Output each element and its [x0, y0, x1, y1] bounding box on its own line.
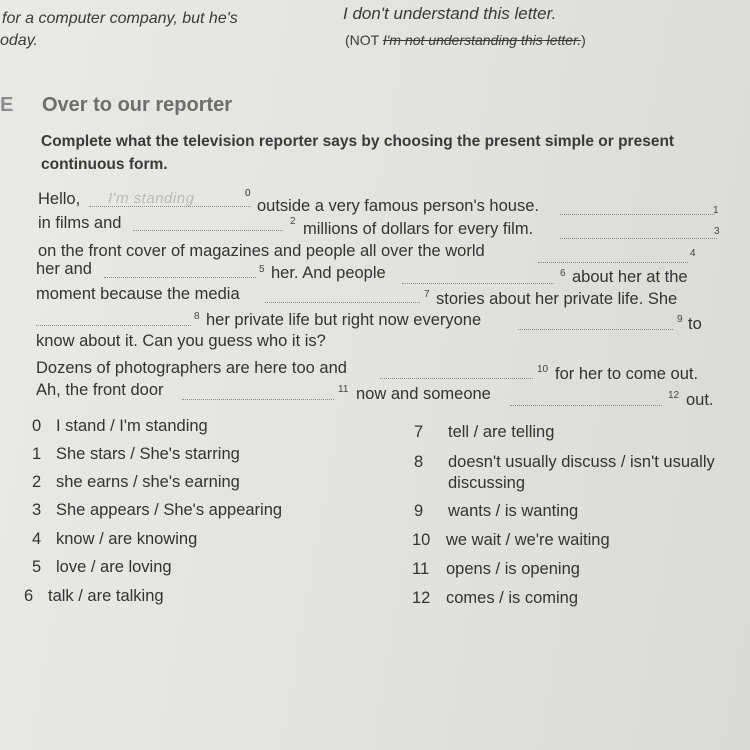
option-left-0: 0 I stand / I'm standing — [32, 417, 208, 435]
blank-6[interactable] — [402, 282, 554, 284]
gap-number-4: 4 — [690, 248, 696, 259]
gap-number-6: 6 — [560, 268, 566, 279]
passage-l2b: millions of dollars for every film. — [303, 220, 534, 238]
passage-l2a: in films and — [38, 214, 122, 232]
top-left-line-1: for a computer company, but he's — [2, 10, 238, 27]
gap-number-3: 3 — [714, 226, 720, 237]
blank-5[interactable] — [104, 276, 256, 278]
option-left-6: 6 talk / are talking — [24, 587, 164, 605]
passage-l9c: out. — [686, 391, 714, 409]
option-right-8-cont: discussing — [448, 474, 526, 492]
passage-l1a: Hello, — [38, 190, 81, 208]
passage-l4a: her and — [36, 260, 92, 278]
option-right-10: 10 we wait / we're waiting — [412, 531, 610, 549]
section-title: Over to our reporter — [42, 94, 233, 116]
instruction-line-1: Complete what the television reporter says by choosing the present simple or present — [41, 133, 675, 150]
passage-l5a: moment because the media — [36, 285, 240, 303]
option-right-12: 12 comes / is coming — [412, 589, 579, 607]
gap-number-5: 5 — [259, 264, 265, 275]
gap-number-0: 0 — [245, 188, 251, 199]
passage-l6b: her private life but right now everyone — [206, 311, 482, 329]
gap-number-10: 10 — [537, 364, 549, 375]
blank-2[interactable] — [133, 229, 283, 231]
section-letter: E — [0, 94, 14, 116]
option-left-3: 3 She appears / She's appearing — [32, 501, 283, 519]
passage-l8a: Dozens of photographers are here too and — [36, 359, 347, 377]
top-left-line-2: oday. — [0, 32, 38, 49]
instruction-line-2: continuous form. — [41, 156, 168, 173]
passage-l4b: her. And people — [271, 264, 386, 282]
option-left-5: 5 love / are loving — [32, 558, 172, 576]
passage-l6c: to — [688, 315, 702, 333]
option-right-9: 9 wants / is wanting — [414, 502, 579, 520]
note-suffix: ) — [581, 32, 586, 48]
option-right-8: 8 doesn't usually discuss / isn't usually — [414, 453, 715, 471]
blank-4[interactable] — [538, 261, 688, 263]
blank-12[interactable] — [510, 404, 662, 406]
passage-l8b: for her to come out. — [555, 365, 699, 383]
blank-8[interactable] — [36, 324, 191, 326]
passage-l9b: now and someone — [356, 385, 491, 403]
blank-9[interactable] — [518, 328, 673, 330]
passage-l9a: Ah, the front door — [36, 381, 164, 399]
top-right-example: I don't understand this letter. — [343, 4, 557, 23]
option-left-2: 2 she earns / she's earning — [32, 473, 240, 491]
blank-10[interactable] — [380, 377, 533, 379]
passage-l3a: on the front cover of magazines and people all over the world — [38, 242, 485, 260]
gap-number-9: 9 — [677, 314, 683, 325]
option-right-7: 7 tell / are telling — [414, 423, 555, 441]
option-left-4: 4 know / are knowing — [32, 530, 198, 548]
option-right-11: 11 opens / is opening — [412, 560, 580, 578]
gap-number-11: 11 — [338, 384, 349, 395]
gap-number-2: 2 — [290, 216, 296, 227]
option-left-1: 1 She stars / She's starring — [32, 445, 240, 463]
blank-1[interactable] — [560, 213, 715, 215]
passage-l5b: stories about her private life. She — [436, 290, 678, 308]
top-right-note — [345, 32, 586, 48]
gap-number-1: 1 — [713, 205, 719, 216]
note-prefix: (NOT — [345, 32, 383, 48]
gap-number-12: 12 — [668, 390, 680, 401]
gap-number-7: 7 — [424, 289, 430, 300]
note-struck-text: I'm not understanding this letter. — [382, 32, 582, 48]
passage-l4c: about her at the — [572, 268, 688, 286]
passage-l1b: outside a very famous person's house. — [257, 197, 539, 215]
blank-3[interactable] — [560, 237, 717, 239]
passage-l7a: know about it. Can you guess who it is? — [36, 332, 326, 350]
blank-11[interactable] — [182, 398, 334, 400]
gap-number-8: 8 — [194, 311, 200, 322]
blank-7[interactable] — [265, 301, 420, 303]
example-answer: I'm standing — [108, 190, 195, 207]
